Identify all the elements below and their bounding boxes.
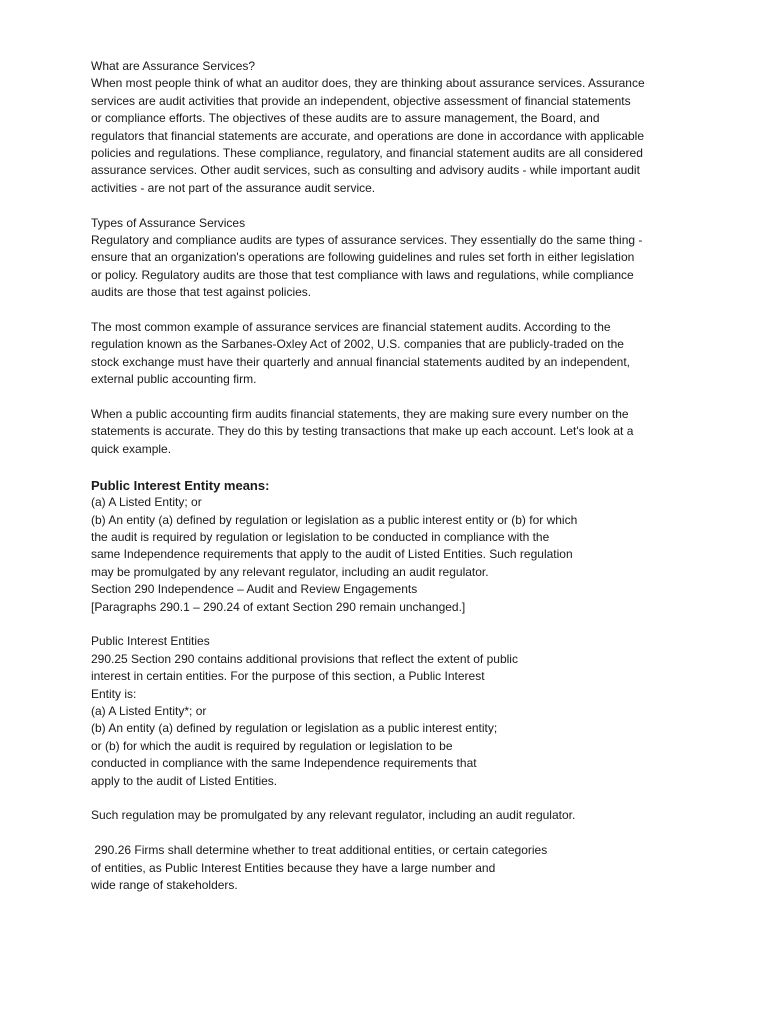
paragraph-line: of entities, as Public Interest Entities because they have a large number and [91,860,496,875]
paragraph-line: conducted in compliance with the same Independence requirements that [91,756,477,771]
paragraph-line: 290.25 Section 290 contains additional provisions that reflect the extent of public [91,651,518,666]
section-financial-statement-audits [91,319,691,389]
paragraph-line: or compliance efforts. The objectives of these audits are to assure management, the Board, and [91,111,600,126]
section-audit-example [91,406,691,458]
paragraph-line: wide range of stakeholders. [91,877,238,892]
paragraph-line: the audit is required by regulation or legislation to be conducted in compliance with the [91,529,550,544]
paragraph-line: Section 290 Independence – Audit and Review Engagements [91,582,418,597]
paragraph-line: policies and regulations. These compliance, regulatory, and financial statement audits are all considered [91,146,643,161]
paragraph-line: ensure that an organization's operations are following guidelines and rules set forth in either legislation [91,250,635,265]
paragraph-line: services are audit activities that provide an independent, objective assessment of financial statements [91,93,631,108]
paragraph-line: (a) A Listed Entity; or [91,495,202,510]
paragraph-line: quick example. [91,441,172,456]
document-page [91,58,691,894]
paragraph-line: 290.26 Firms shall determine whether to treat additional entities, or certain categories [91,843,548,858]
paragraph-line: (b) An entity (a) defined by regulation or legislation as a public interest entity or (b) for which [91,512,578,527]
paragraph-line: (a) A Listed Entity*; or [91,703,207,718]
paragraph-line: or policy. Regulatory audits are those that test compliance with laws and regulations, while compliance [91,267,634,282]
section-public-interest-entity-means [91,477,691,616]
paragraph-gap [91,616,691,633]
paragraph-gap [91,825,691,842]
paragraph-gap [91,389,691,406]
paragraph-line: activities - are not part of the assurance audit service. [91,180,376,195]
paragraph-line: regulators that financial statements are accurate, and operations are done in accordance with applicable [91,128,645,143]
section-heading: Public Interest Entities [91,634,210,649]
paragraph-line: same Independence requirements that apply to the audit of Listed Entities. Such regulation [91,547,573,562]
paragraph-line: [Paragraphs 290.1 – 290.24 of extant Section 290 remain unchanged.] [91,599,466,614]
paragraph-line: Regulatory and compliance audits are types of assurance services. They essentially do the same thing - [91,233,643,248]
paragraph-gap [91,197,691,214]
paragraph-line: or (b) for which the audit is required by regulation or legislation to be [91,738,453,753]
section-heading: What are Assurance Services? [91,59,256,73]
paragraph-line: (b) An entity (a) defined by regulation or legislation as a public interest entity; [91,721,498,736]
paragraph-line: may be promulgated by any relevant regulator, including an audit regulator. [91,564,489,579]
paragraph-line: Such regulation may be promulgated by any relevant regulator, including an audit regulator. [91,808,576,823]
paragraph-line: Entity is: [91,686,137,701]
paragraph-line: apply to the audit of Listed Entities. [91,773,278,788]
section-types-of-assurance-services [91,215,691,302]
section-290-26 [91,842,691,894]
paragraph-line: assurance services. Other audit services, such as consulting and advisory audits - while important audit [91,163,640,178]
paragraph-line: external public accounting firm. [91,372,257,387]
paragraph-gap [91,790,691,807]
paragraph-line: stock exchange must have their quarterly and annual financial statements audited by an independent, [91,354,631,369]
section-what-are-assurance-services [91,58,691,197]
paragraph-gap [91,302,691,319]
paragraph-line: When most people think of what an auditor does, they are thinking about assurance services. Assurance [91,76,645,91]
section-subheading: Public Interest Entity means: [91,477,270,493]
section-regulation-note [91,807,691,824]
paragraph-line: statements is accurate. They do this by testing transactions that make up each account. Let's look at a [91,424,634,439]
paragraph-line: The most common example of assurance services are financial statement audits. According to the [91,320,611,335]
section-heading: Types of Assurance Services [91,215,246,230]
paragraph-gap [91,458,691,475]
section-public-interest-entities [91,633,691,790]
paragraph-line: audits are those that test against policies. [91,285,312,300]
paragraph-line: When a public accounting firm audits financial statements, they are making sure every number on the [91,407,629,422]
paragraph-line: regulation known as the Sarbanes-Oxley Act of 2002, U.S. companies that are publicly-traded on the [91,337,624,352]
paragraph-line: interest in certain entities. For the purpose of this section, a Public Interest [91,669,485,684]
